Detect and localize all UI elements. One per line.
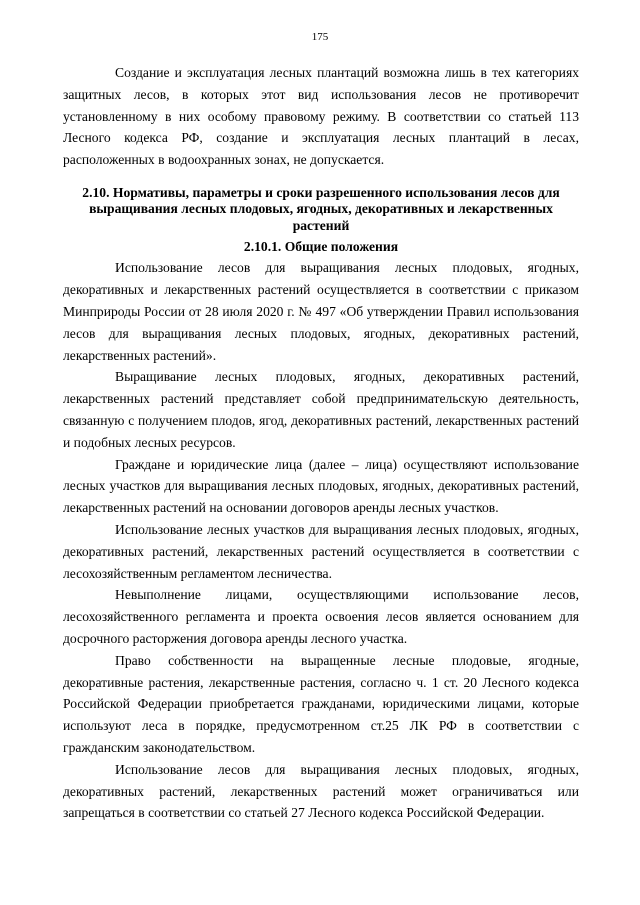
paragraph-legal-basis: Использование лесов для выращивания лесных плодовых, ягодных, декоративных и лекарственных растений осуществляется в соответствии с приказом Минприроды России от 28 июля 2020 г. № 497 «Об утверждении Правил использования лесов для выращивания лесных плодовых, ягодных, декоративных растений, лекарственных растений». <box>63 260 579 363</box>
paragraph-ownership: Право собственности на выращенные лесные плодовые, ягодные, декоративные растения, лекарственные растения, согласно ч. 1 ст. 20 Лесного кодекса Российской Федерации приобретается гражданами, юридическими лицами, которые используют леса в порядке, предусмотренном ст.25 ЛК РФ в соответствии с гражданским законодательством. <box>63 652 579 756</box>
subsection-heading: 2.10.1. Общие положения <box>243 239 399 255</box>
page-number: 175 <box>311 31 329 43</box>
paragraph-restrictions: Использование лесов для выращивания лесных плодовых, ягодных, декоративных растений, лекарственных растений может ограничиваться или запрещаться в соответствии со статьей 27 Лесного кодекса Российской Федерации. <box>63 761 579 821</box>
paragraph-lease-basis: Граждане и юридические лица (далее – лица) осуществляют использование лесных участков для выращивания лесных плодовых, ягодных, декоративных растений, лекарственных растений на основании договоров аренды лесных участков. <box>63 456 579 516</box>
body-text <box>63 62 579 824</box>
section-heading: 2.10. Нормативы, параметры и сроки разрешенного использования лесов для выращивания лесных плодовых, ягодных, декоративных и лекарственных растений <box>82 184 560 233</box>
paragraph-regulation: Использование лесных участков для выращивания лесных плодовых, ягодных, декоративных растений, лекарственных растений осуществляется в соответствии с лесохозяйственным регламентом лесничества. <box>63 522 579 581</box>
paragraph-termination: Невыполнение лицами, осуществляющими использование лесов, лесохозяйственного регламента и проекта освоения лесов является основанием для досрочного расторжения договора аренды лесного участка. <box>63 587 579 647</box>
paragraph-definition: Выращивание лесных плодовых, ягодных, декоративных растений, лекарственных растений представляет собой предпринимательскую деятельность, связанную с получением плодов, ягод, декоративных растений, лекарственных растений и подобных лесных ресурсов. <box>63 369 579 450</box>
intro-paragraph: Создание и эксплуатация лесных плантаций возможна лишь в тех категориях защитных лесов, в которых этот вид использования лесов не противоречит установленному в них особому правовому режиму. В соответствии со статьей 113 Лесного кодекса РФ, создание и эксплуатация лесных плантаций в лесах, расположенных в водоохранных зонах, не допускается. <box>63 65 579 168</box>
